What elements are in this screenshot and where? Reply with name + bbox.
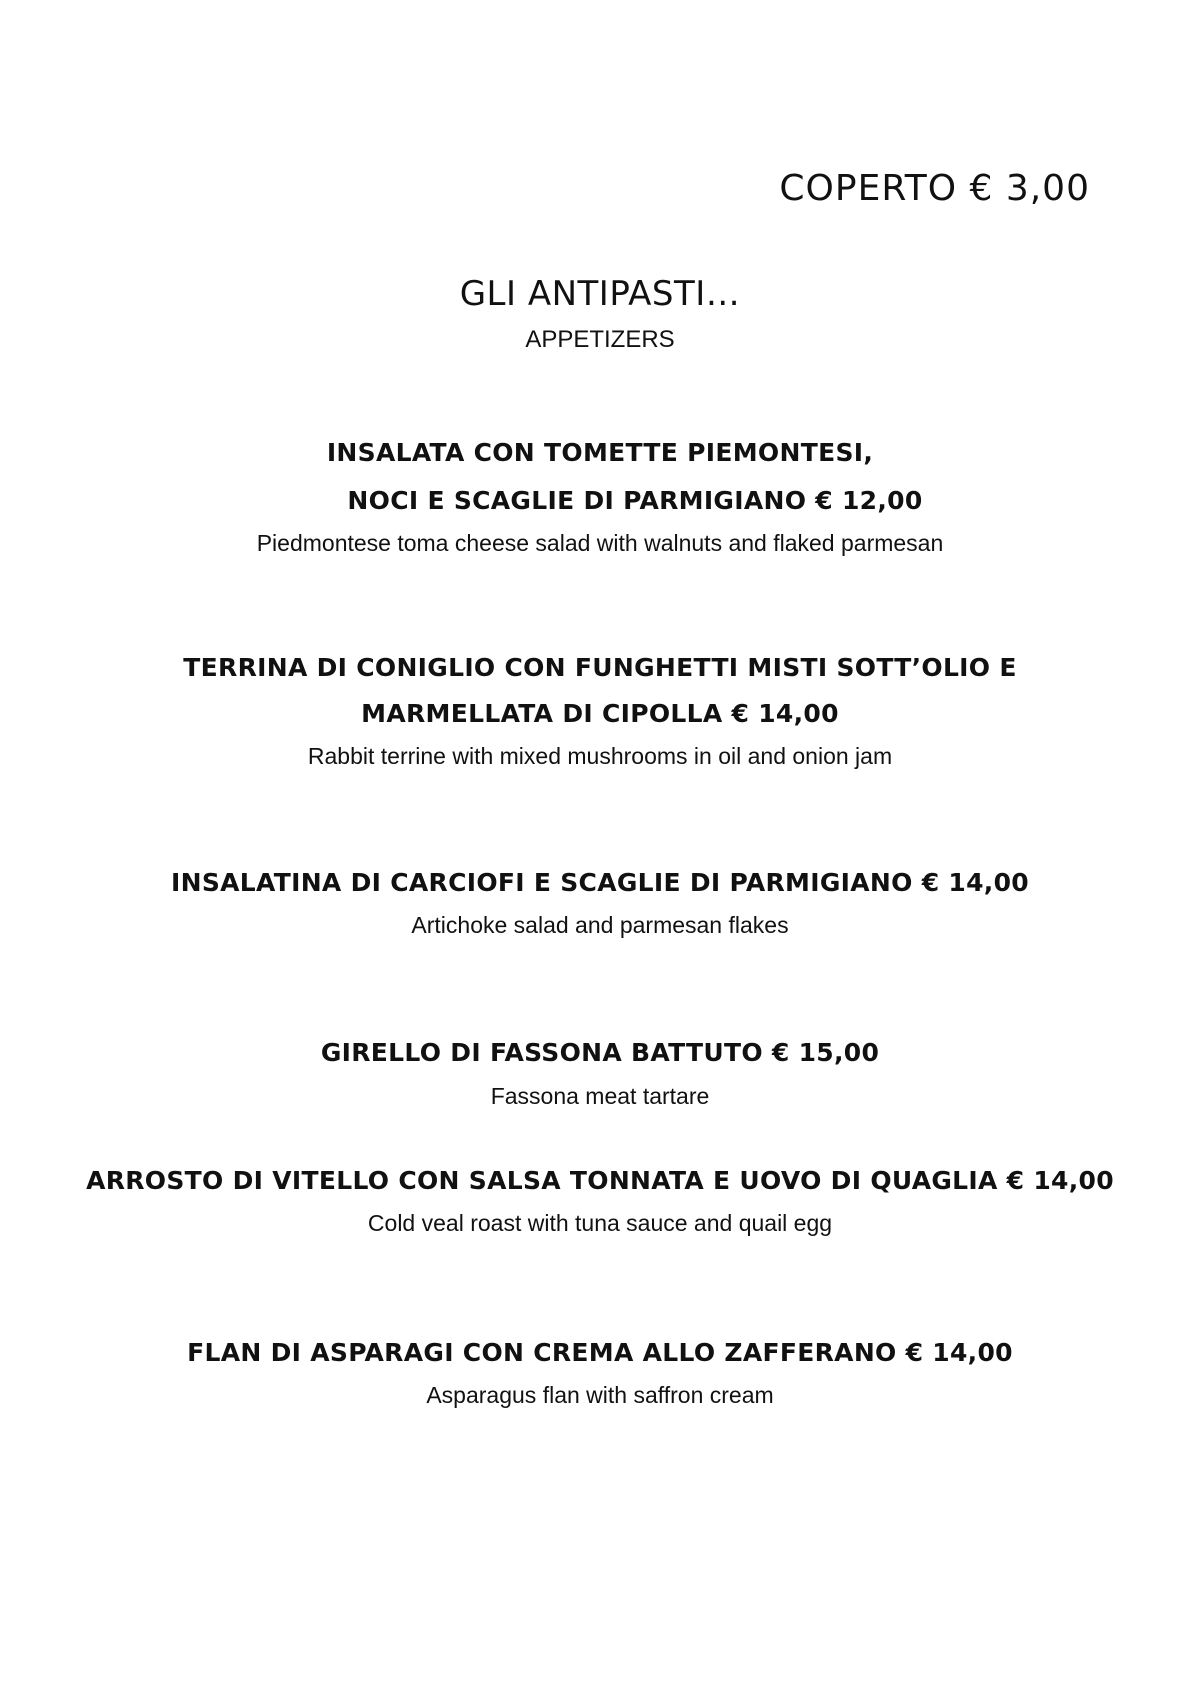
menu-item-description: Rabbit terrine with mixed mushrooms in oil and onion jam bbox=[307, 743, 893, 769]
menu-item-description: Cold veal roast with tuna sauce and quail egg bbox=[367, 1210, 833, 1236]
menu-item-description: Artichoke salad and parmesan flakes bbox=[411, 912, 789, 938]
menu-item-title: GIRELLO DI FASSONA BATTUTO € 15,00 bbox=[320, 1038, 880, 1067]
menu-item-description: Asparagus flan with saffron cream bbox=[426, 1382, 774, 1408]
menu-item-title: MARMELLATA DI CIPOLLA € 14,00 bbox=[361, 699, 839, 728]
menu-item-title: TERRINA DI CONIGLIO CON FUNGHETTI MISTI SOTT’OLIO E bbox=[183, 653, 1017, 682]
menu-item-title: NOCI E SCAGLIE DI PARMIGIANO € 12,00 bbox=[347, 486, 923, 515]
menu-item-title: FLAN DI ASPARAGI CON CREMA ALLO ZAFFERANO € 14,00 bbox=[187, 1338, 1013, 1367]
section-title: GLI ANTIPASTI… bbox=[459, 274, 741, 314]
section-subtitle: APPETIZERS bbox=[525, 326, 675, 353]
menu-item-description: Fassona meat tartare bbox=[490, 1083, 710, 1109]
menu-item-title: ARROSTO DI VITELLO CON SALSA TONNATA E UOVO DI QUAGLIA € 14,00 bbox=[86, 1166, 1114, 1195]
menu-item-title: INSALATINA DI CARCIOFI E SCAGLIE DI PARMIGIANO € 14,00 bbox=[171, 868, 1029, 897]
cover-charge: COPERTO € 3,00 bbox=[779, 168, 1090, 209]
menu-item-title: INSALATA CON TOMETTE PIEMONTESI, bbox=[326, 438, 874, 467]
menu-item-description: Piedmontese toma cheese salad with walnuts and flaked parmesan bbox=[256, 530, 944, 556]
